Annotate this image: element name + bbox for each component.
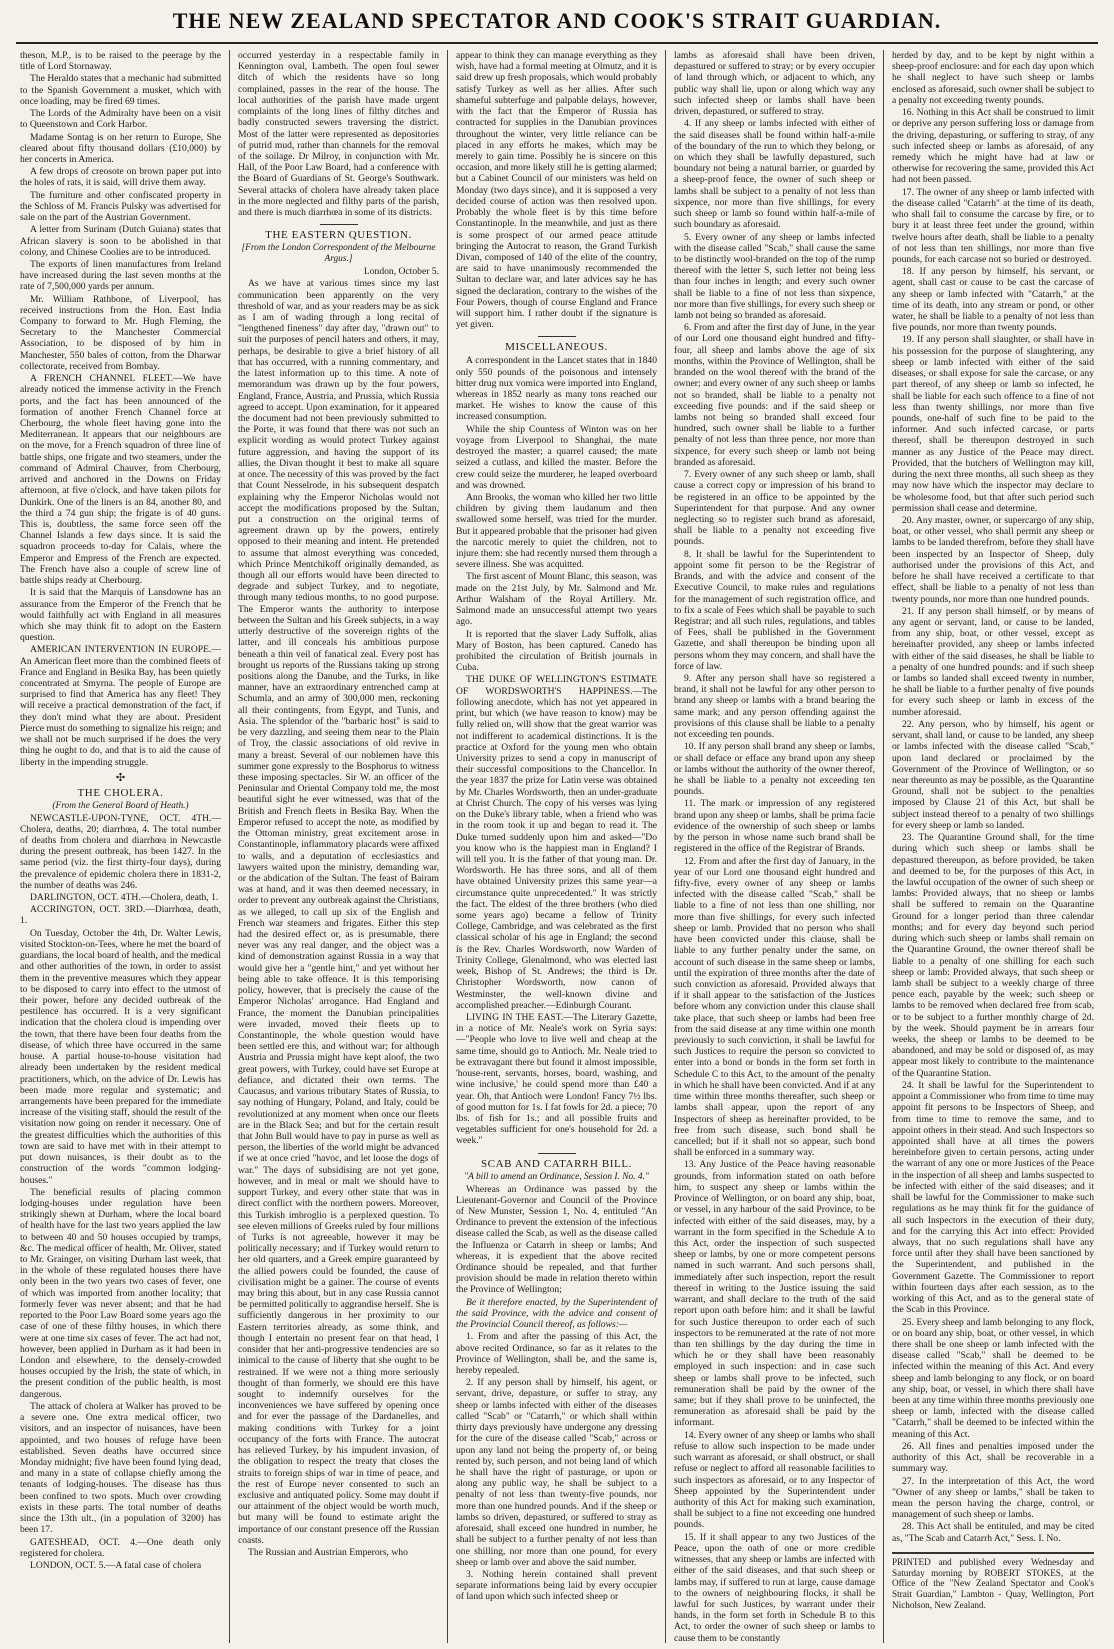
section-subtitle: [From the London Correspondent of the Melbourne Argus.]	[241, 243, 436, 265]
paragraph: 5. Every owner of any sheep or lambs infected with the disease called "Scab," shall cause the same to be distinctly wool-branded on the top of the rump thereof with the letter S, such letter not being less than four inches in length; and every such owner shall be liable to a fine of not less than sixpence, nor more than five shillings, for every such sheep or lamb not being so branded as aforesaid.	[674, 231, 875, 322]
column-1	[12, 50, 230, 1643]
paragraph: The beneficial results of placing common lodging-houses under regulation have been strikingly shewn at Durham, where the local board of health have for the last two years applied the law to between 40 and 50 houses occupied by tramps, &c. The medical officer of health, Mr. Oliver, stated to Mr. Grainger, on visiting Durham last week, that in the whole of these regulated houses there have only been in the two years two cases of fever, one of which was imported from another locality; that formerly fever was never absent; and that he had reported to the Poor Law Board some years ago the case of one of these filthy houses, in which there were at one time six cases of fever. The act had not, however, been applied in Durham as it had been in London and elsewhere, to the densely-crowded houses occupied by the Irish, the state of which, in the present condition of the public health, is most dangerous.	[20, 1186, 221, 1400]
paragraph: The exports of linen manufactures from Ireland have increased during the last seven months at the rate of 7,500,000 yards per annum.	[20, 258, 221, 293]
paragraph: LONDON, OCT. 5.—A fatal case of cholera	[30, 1559, 202, 1571]
ornament-divider: ✣	[115, 771, 126, 784]
paragraph: 21. If any person shall himself, or by means of any agent or servant, land, or cause to be landed, from any ship, boat, or other vessel, except as hereinafter provided, any sheep or lambs infected with either of the said diseases, he shall be liable to a penalty of one hundred pounds: and if such sheep or lambs so landed shall exceed twenty in number, he shall be liable to a further penalty of five pounds for every such sheep or lamb in excess of the number aforesaid.	[892, 605, 1094, 718]
column-5	[884, 50, 1102, 1643]
divider	[538, 336, 576, 337]
column-4	[666, 50, 884, 1643]
paragraph: Ann Brooks, the woman who killed her two little children by giving them laudanum and then swallowed some herself, was tried for the murder. But it appeared probable that the prisoner had given the narcotic merely to quiet the children, not to injure them: she had recently nursed them through a severe illness. She was acquitted.	[456, 491, 657, 571]
paragraph: A letter from Surinam (Dutch Guiana) states that African slavery is soon to be abolished in that colony, and Chinese Coolies are to be introduced.	[20, 224, 221, 258]
paragraph: herded by day, and to be kept by night within a sheep-proof enclosure: and for each day upon which he shall neglect to have such sheep or lambs enclosed as aforesaid, such owner shall be subject to a penalty not exceeding twenty pounds.	[892, 50, 1094, 106]
section-title-miscellaneous: MISCELLANEOUS.	[505, 341, 608, 354]
paragraph: DARLINGTON, OCT. 4TH.—Cholera, death, 1.	[30, 892, 219, 904]
paragraph: On Tuesday, October the 4th, Dr. Walter Lewis, visited Stockton-on-Tees, where he met the board of guardians, the local board of health, and the medical and other authorities of the town, in order to assist them in the preventive measures which they appear to be disposed to carry into effect to the utmost of their power, before any decided outbreak of the pestilence has occurred. It is a very significant indication that the cholera cloud is impending over the town, that there have been four deaths from the disease, of which three have occurred in the same house. A partial house-to-house visitation had already been undertaken by the resident medical practitioners, which, on the advice of Dr. Lewis has been made more regular and systematic; and arrangements have been prepared for the immediate increase of the visiting staff, should the result of the visitation now going on render it necessary. One of the greatest difficulties which the authorities of this town are said to have met with in their attempt to put down nuisances, is their doubt as to the construction of the words "common lodging-houses."	[20, 927, 221, 1186]
paragraph: Mr. William Rathbone, of Liverpool, has received instructions from the Hon. East India Company to forward to Mr. Hugh Fleming, the Secretary to the Manchester Commercial Association, to be disposed of by him in Manchester, 550 bales of cotton, from the Dharwar collectorate, received from Bombay.	[20, 293, 221, 372]
paragraph: 10. If any person shall brand any sheep or lambs, or shall deface or efface any brand upon any sheep or lambs without the authority of the owner thereof, he shall be liable to a penalty not exceeding ten pounds.	[674, 741, 875, 798]
paragraph: lambs as aforesaid shall have been driven, depastured or suffered to stray; or by every occupier of land through which, or adjacent to which, any public way shall lie, upon or along which way any such infected sheep or lambs shall have been driven, depastured, or suffered to stray.	[674, 50, 875, 118]
paragraph: 23. The Quarantine Ground shall, for the time during which such sheep or lambs shall be depastured thereupon, as before provided, be taken and deemed to be, for the purposes of this Act, in the lawful occupation of the owner of such sheep or lambs: Provided always, that no sheep or lambs shall be suffered to remain on the Quarantine Ground for a longer period than three calendar months; and for every day beyond such period during which such sheep or lambs shall remain on the Quarantine Ground, the owner thereof shall be liable to a penalty of one shilling for each such sheep or lamb: Provided always, that such sheep or lamb shall be subject to a weekly charge of three pence each, payable by the week; such sheep or lambs to be removed when declared free from scab, or to be subject to a further monthly charge of 2d. by the week. Should payment be in arrears four weeks, the sheep or lambs to be deemed to be abandoned, and may be sold or disposed of, as may appear most likely to contribute to the maintenance of the Quarantine Station.	[892, 832, 1094, 1079]
paragraph: NEWCASTLE-UPON-TYNE, OCT. 4TH.—Cholera, deaths, 20; diarrhœa, 4. The total number of deaths from cholera and diarrhœa in Newcastle during the present outbreak, has been 1427. In the same period (viz. the first thirty-four days), during the prevalence of epidemic cholera there in 1831-2, the number of deaths was 246.	[20, 812, 221, 891]
paragraph: 1. From and after the passing of this Act, the above recited Ordinance, so far as it relates to the Province of Wellington, shall be, and the same is, hereby repealed.	[456, 1331, 657, 1376]
paragraph: As we have at various times since my last communication been apparently on the very threshold of war, and as your readers may be as sick as I am of wading through a long recital of "lengthened fineness" day after day, "drawn out" to suit the purposes of pencil haters and others, it may, perhaps, be desirable to give a brief history of all that has occurred, with a running commentary, and the latest information up to this time. A note of memorandum was drawn up by the four powers, England, France, Austria, and Prussia, which Russia agreed to accept. Upon examination, for it appeared the document had not been previously submitted to the Porte, it was found that there was not such an explicit wording as would protect Turkey against future aggression, and having the support of its allies, the Divan thought it best to make all square at once. The necessity of this was proved by the fact that Count Nesselrode, in his subsequent despatch explaining why the Emperor Nicholas would not accept the modifications proposed by the Sultan, put a construction on the original terms of agreement drawn up by the powers, entirely opposed to their meaning and intent. He pretended to assume that almost everything was conceded, which Prince Mentchikoff originally demanded, as though all our efforts would have been directed to degrade and subject Turkey, and to negotiate, through many tedious months, to no good purpose. The Emperor wants the authority to interpose between the Sultan and his Greek subjects, in a way utterly destructive of the sovereign rights of the latter, and ill conceals his ambitious purpose beneath a thin veil of fanatical zeal. Every post has brought us reports of the Russians taking up strong positions along the Danube, and the Turks, in like manner, have an extraordinary entrenched camp at Schumla, and an army of 300,000 men, reckoning all their contingents, from Egypt, and Tunis, and Asia. The splendor of the "barbaric host" is said to be very dazzling, and seeing them near to the Plain of Troy, the classic associations of old revive in many a breast. Several of our noblemen have this summer gone expressly to the Bosphorus to witness these imposing spectacles. Sir W. an officer of the Peninsular and Oriental Company told me, the most beautiful sight he ever witnessed, was that of the British and French fleets in Besika Bay. When the Emperor refused to accept the note, as modified by the Ottoman ministry, great excitement arose in Constantinople, inflammatory placards were affixed to walls, and a deputation of ecclesiastics and lawyers waited upon the ministry, demanding war, or the abdication of the Sultan. The feast of Bairam was at hand, and it was then deemed necessary, in order to prevent any outbreak against the Christians, as we alleged, to call up six of the English and French war steamers and frigates. Either this step had the desired effect or, as is presumable, there never was any real danger, and the object was a kind of demonstration against Russia in a way that would give her a "gentle hint," and yet without her being able to take offence. It is this temporising policy, however, that is precisely the cause of the Emperor Nicholas' arrogance. Had England and France, the moment the Danubian principalities were invaded, moved their fleets up to Constantinople, the whole question would have been settled ere this, and without war; for although Austria and Prussia might have kept aloof, the two great powers, with Turkey, could have set Europe at defiance, and dictated their own terms. The Caucasus, and various tributary States of Russia, to say nothing of Hungary, Poland, and Italy, could be revolutionized at any moment when once our fleets are in the Black Sea; and but for the certain result that John Bull would have to pay in purse as well as person, the liberties of the world might be advanced if we at once cried "havoc, and let loose the dogs of war." The days of subsidising are not yet gone, however, and in meal or malt we should have to support Turkey, and every other state that was in direct conflict with the northern powers. Moreover, this Turkish imbroglio is a perplexed question. To see eleven millions of Greeks ruled by four millions of Turks is not agreeable, however it may be politically necessary; and if Turkey would return to her old quarters, and a Greek empire guaranteed by the allied powers could be founded, the cause of civilisation might be a gainer. The course of events may bring this about, but in any case Russia cannot be permitted politically to aggrandise herself. She is sufficiently dangerous in her proximity to our Eastern territories already, as some think, and though I entertain no present fear on that head, I consider that her anti-progressive tendencies are so inimical to the cause of liberty that she ought to be restrained. If we were not a thing more seriously thought of than formerly, we should ere this have sought to indemnify ourselves for the inconveniences we have suffered by opening once and for ever the passage of the Dardanelles, and making conditions with Turkey for a joint occupancy of the forts with France. The autocrat has relieved Turkey, by his impudent invasion, of the obligation to respect the treaty that closes the straits to foreign ships of war in time of peace, and the rest of Europe never consented to such an exclusive and antiquated policy. Some may doubt if our attainment of the object would be worth much, but many will be found to estimate aright the importance of our constant presence off the Russian coasts.	[238, 278, 439, 1546]
paragraph: Whereas an Ordinance was passed by the Lieutenant-Governor and Council of the Province of New Munster, Session 1, No. 4, entituled "An Ordinance to prevent the extension of the infectious disease called the Scab, as well as the disease called the Influenza or Catarrh in sheep or lambs; And whereas, it is expedient that the above recited Ordinance should be repealed, and that further provision should be made in relation thereto within the Province of Wellington;	[456, 1183, 657, 1296]
paragraph: THE DUKE OF WELLINGTON'S ESTIMATE OF WORDSWORTH'S HAPPINESS.—The following anecdote, which has not yet appeared in print, but which (we have reason to know) may be fully relied on, will show that the great warrior was not indifferent to academical distinctions. It is the practice at Oxford for the young men who obtain University prizes to send a copy in manuscript of their successful compositions to the Chancellor. In the year 1837 the prize for Latin verse was obtained by Mr. Charles Wordsworth, then an under-graduate at Christ Church. The copy of his verses was lying on the Duke's library table, when a friend who was in the room took it up and began to read it. The Duke turned suddenly upon him and asked—"Do you know who is the happiest man in England? I will tell you. It is the father of that young man. Dr. Wordsworth. He has three sons, and all of them have obtained University prizes this same year—a circumstance quite unprecedented." It was strictly the fact. The eldest of the three brothers (who died some years ago) became a fellow of Trinity College, Cambridge, and was celebrated as the first classical scholar of his age in England; the second is the Rev. Charles Wordsworth, now Warden of Trinity College, Glenalmond, who was elected last week, Bishop of St. Andrews; the third is Dr. Christopher Wordsworth, now canon of Westminster, the well-known divine and accomplished preacher.—Edinburgh Courant.	[456, 674, 657, 1011]
paragraph: 22. Any person, who by himself, his agent or servant, shall land, or cause to be landed, any sheep or lambs infected with the disease called "Scab," upon land declared or proclaimed by the Government of the Province of Wellington, or so near thereunto as may be possible, as the Quarantine Ground, shall not be subject to the penalties imposed by Clause 21 of this Act, but shall be subject instead thereof to a penalty of two shillings for every sheep or lamb so landed.	[892, 718, 1094, 831]
colophon: PRINTED and published every Wednesday and Saturday morning by ROBERT STOKES, at the Office of the "New Zealand Spectator and Cook's Strait Guardian," Lambton - Quay, Wellington, Port Nicholson, New Zealand.	[892, 1552, 1094, 1611]
paragraph: 14. Every owner of any sheep or lambs who shall refuse to allow such inspection to be made under such warrant as aforesaid, or shall obstruct, or shall refuse or neglect to afford all reasonable facilities to such inspectors as aforesaid, or to any Inspector of Sheep appointed by the Superintendent under authority of this Act for making such examination, shall be subject to a fine not exceeding one hundred pounds.	[674, 1429, 875, 1531]
section-title-cholera: THE CHOLERA.	[77, 786, 164, 799]
paragraph: 12. From and after the first day of January, in the year of our Lord one thousand eight hundred and fifty-five, every owner of any sheep or lambs infected with the disease called "Scab," shall be liable to a fine of not less than one shilling, nor more than five shillings, for every such infected sheep or lamb. Provided that no person who shall have been convicted under this clause, shall be liable to any further penalty under the same, on account of such disease in the same sheep or lambs, until the expiration of three months after the date of such conviction as aforesaid. Provided always that if it shall appear to the satisfaction of the Justices before whom any conviction under this clause shall take place, that such sheep or lambs had been free from the said disease at any time within one month previously to such conviction, it shall be lawful for such Justices to require the person so convicted to enter into a bond or bonds in the form set forth in Schedule C to this Act, to the amount of the penalty in which he shall have been convicted. And if at any time within three months thereafter, such sheep or lambs shall appear, upon the report of any Inspectors of sheep as hereinafter provided, to be free from such disease, such bond shall be cancelled; but if it shall not so appear, such bond shall be enforced in a summary way.	[674, 855, 875, 1159]
paragraph: 28. This Act shall be entituled, and may be cited as, "The Scab and Catarrh Act," Sess. I. No.	[892, 1521, 1094, 1544]
paragraph: 19. If any person shall slaughter, or shall have in his possession for the purpose of slaughtering, any sheep or lamb infected with either of the said diseases, or shall expose for sale the carcase, or any part thereof, of any sheep or lamb so infected, he shall be liable for each such offence to a fine of not less than twenty shillings, nor more than five pounds, one-half of such fine to be paid to the informer. And such infected carcase, or parts thereof, shall be thereupon destroyed in such manner as any Justice of the Peace may direct. Provided, that the butchers of Wellington may kill, during the next three months, all such sheep as they may now have which the inspector may declare to be wholesome food, but that after such period such permission shall cease and determine.	[892, 334, 1094, 514]
section-title-eastern-question: THE EASTERN QUESTION.	[265, 229, 412, 242]
paragraph: A correspondent in the Lancet states that in 1840 only 550 pounds of the poisonous and intensely bitter drug nux vomica were imported into England, whereas in 1852 nearly as many tons reached our market. He wishes to know the cause of this increased consumption.	[456, 355, 657, 423]
paragraph: 11. The mark or impression of any registered brand upon any sheep or lambs, shall be prima facie evidence of the ownership of such sheep or lambs by the person in whose name such brand shall be registered in the office of the Registrar of Brands.	[674, 798, 875, 855]
newspaper-title: THE NEW ZEALAND SPECTATOR AND COOK'S STRAIT GUARDIAN.	[172, 8, 942, 33]
divider	[538, 1153, 576, 1154]
paragraph: Madame Sontag is on her return to Europe, She cleared about fifty thousand dollars (£10,000) by her concerts in America.	[20, 131, 221, 165]
paragraph: 4. If any sheep or lambs infected with either of the said diseases shall be found within half-a-mile of the boundary of the run to which they belong, or on which they shall be lawfully depastured, such boundary not being a natural barrier, or guarded by a sheep-proof fence, the owner of such sheep or lambs shall be subject to a penalty of not less than sixpence, nor more than five shillings, for every such sheep or lamb so found within half-a-mile of such boundary as aforesaid.	[674, 118, 875, 231]
paragraph: 18. If any person by himself, his servant, or agent, shall cast or cause to be cast the carcase of any sheep or lamb infected with "Catarrh," at the time of its death, into any stream or pond, or other water, he shall be liable to a penalty of not less than five pounds, nor more than twenty pounds.	[892, 266, 1094, 334]
columns	[12, 50, 1102, 1643]
paragraph: 20. Any master, owner, or supercargo of any ship, boat, or other vessel, who shall permit any sheep or lambs to be landed therefrom, before they shall have been inspected by an Inspector of Sheep, duly authorised under the provisions of this Act, and before he shall have received a certificate to that effect, shall be liable to a penalty of not less than twenty pounds, nor more than one hundred pounds.	[892, 514, 1094, 605]
section-title-scab-catarrh: SCAB AND CATARRH BILL.	[480, 1157, 633, 1170]
divider	[320, 224, 358, 225]
paragraph: It is reported that the slaver Lady Suffolk, alias Mary of Boston, has been captured. Canedo has prohibited the circulation of British journals in Cuba.	[456, 628, 657, 674]
paragraph: It is said that the Marquis of Lansdowne has an assurance from the Emperor of the French that he would faithfully act with England in all measures which she may think fit to adopt on the Eastern question.	[20, 587, 221, 644]
paragraph: 24. It shall be lawful for the Superintendent to appoint a Commissioner who from time to time may appoint fit persons to be Inspectors of Sheep, and from time to time to remove the same, and to appoint others in their stead. And such Inspectors so appointed shall have at all times the powers hereinbefore given to certain persons, acting under the warrant of any one or more Justices of the Peace in the inspection of all sheep and lambs suspected to be infected with either of the said diseases; and it shall be lawful for the Commissioner to make such regulations as he may think fit for the guidance of all such Inspectors in the execution of their duty, and for the carrying this Act into effect: Provided always, that no such regulations shall have any force until after they shall have been sanctioned by the Superintendent, and published in the Government Gazette. The Commissioner to report within fourteen days after each session, as to the working of this Act, and as to the general state of the Scab in this Province.	[892, 1079, 1094, 1316]
paragraph: A FRENCH CHANNEL FLEET.—We have already noticed the immense activity in the French ports, and the fact has been announced of the formation of another French Channel force at Cherbourg, the whole fleet having gone into the Mediterranean. It appears that our neighbours are on the move, for a French squadron of three line of battle ships, one frigate and two steamers, under the command of Admiral Chauver, from Cherbourg, arrived and anchored in the Downs on Friday afternoon, at five o'clock, and have taken pilots for Dunkirk. One of the liners is an 84, another 80, and the third a 74 gun ship; the frigate is of 40 guns. This is, doubtless, the same force seen off the Channel Islands a few days since. It is said the squadron proceeds to-day for Calais, where the Emperor and Empress of the French are expected. The French have also a couple of screw line of battle ships ready at Cherbourg.	[20, 373, 221, 587]
paragraph: GATESHEAD, OCT. 4.—One death only registered for cholera.	[20, 1536, 221, 1559]
paragraph: 8. It shall be lawful for the Superintendent to appoint some fit person to be the Registrar of Brands, and with the advice and consent of the Executive Council, to make rules and regulations for the management of such registration office, and to fix a scale of Fees which shall be payable to such Registrar; and all such rules, regulations, and tables of Fees, shall be published in the Government Gazette, and shall thereupon be binding upon all persons whom they may concern, and shall have the force of law.	[674, 548, 875, 672]
paragraph: 15. If it shall appear to any two Justices of the Peace, upon the oath of one or more credible witnesses, that any sheep or lambs are infected with either of the said diseases, and that such sheep or lambs may, if suffered to run at large, cause damage to the owners of neighbouring flocks, it shall be lawful for such Justices, by warrant under their hands, in the form set forth in Schedule B to this Act, to order the owner of such sheep or lambs to cause them to be constantly	[674, 1531, 875, 1643]
paragraph: The Heraldo states that a mechanic had submitted to the Spanish Government a musket, which with once loading, may be fired 69 times.	[20, 73, 222, 107]
paragraph: 26. All fines and penalties imposed under the authority of this Act, shall be recoverable in a summary way.	[892, 1440, 1094, 1475]
paragraph: 13. Any Justice of the Peace having reasonable grounds, from information stated on oath before him, to suspect any sheep or lambs within the Province of Wellington, or on board any ship, boat, or vessel, in any harbour of the said Province, to be infected with either of the said diseases, may, by a warrant in the form specified in the Schedule A to this Act, order the inspection of such suspected sheep or lambs, by one or more competent persons named in such warrant. And such persons shall, immediately after such inspection, report the result thereof in writing to the Justice issuing the said warrant, and shall declare to the truth of the said report upon oath before him: and it shall be lawful for such Justice thereupon to order each of such inspectors to be remunerated at the rate of not more than ten shillings by the day during the time in which he or they shall have been reasonably employed in such inspection: and in case such sheep or lambs shall prove to be infected, such remuneration shall be paid by the owner of the same; but if they shall prove to be uninfected, the remuneration as aforesaid shall be paid by the informant.	[674, 1159, 875, 1429]
paragraph: 7. Every owner of any such sheep or lamb, shall cause a correct copy or impression of his brand to be registered in an office to be appointed by the Superintendent for that purpose. And any owner neglecting so to register such brand as aforesaid, shall be liable to a penalty not exceeding five pounds.	[674, 469, 875, 548]
paragraph: appear to think they can manage everything as they wish, have had a formal meeting at Olmutz, and it is said drew up fresh proposals, which would probably satisfy Turkey as well as her allies. After such shameful subterfuge and palpable delays, however, with the fact that the Emperor of Russia has contracted for supplies in the Danubian provinces throughout the winter, very little reliance can be placed in any efforts he makes, which may be merely to gain time. Possibly he is sincere on this occasion, and more likely still he is getting alarmed; but a Cabinet Council of our ministers was held on Monday (two days since), and it is supposed a very decided course of action was then resolved upon. Probably the whole fleet is by this time before Constantinople. In the meanwhile, and just as there is some prospect of our armed peace attitude bringing the Autocrat to reason, the Grand Turkish Divan, composed of 140 of the elite of the country, are said to have unanimously recommended the Sultan to declare war, and later advices say he has signed the declaration, contrary to the wishes of the Four Powers, though of course England and France will support him. I rather doubt if the signature is yet given.	[456, 50, 657, 331]
paragraph: The attack of cholera at Walker has proved to be a severe one. One extra medical officer, two visitors, and an inspector of nuisances, have been appointed, and two houses of refuge have been established. Seven deaths have occurred since Monday midnight; five have been found lying dead, and many in a state of collapse chiefly among the tenants of lodging-houses. The disease has thus been confined to two spots. Much over crowding exists in these parts. The total number of deaths since the 13th ult., (in a population of 3200) has been 17.	[20, 1400, 221, 1536]
paragraph: The Russian and Austrian Emperors, who	[248, 1547, 408, 1559]
paragraph: occurred yesterday in a respectable family in Kennington oval, Lambeth. The open foul sewer ditch of which the residents have so long complained, passes in the rear of the house. The local authorities of the parish have made urgent complaints of the long lines of filthy ditches and badly constructed sewers traversing the district. Most of the latter were represented as depositories of putrid mud, rather than channels for the removal of the soilage. Dr Milroy, in conjunction with Mr. Hall, of the Poor Law Board, had a conference with the Board of Guardians of St. George's Southwark. Several attacks of cholera have already taken place in the more neglected and filthy parts of the parish, and there is much diarrhœa in some of its districts.	[238, 50, 439, 219]
column-3	[448, 50, 666, 1643]
paragraph: Be it therefore enacted, by the Superintendent of the said Province, with the advice and consent of the Provincial Council thereof, as follows:—	[456, 1296, 657, 1331]
paragraph: 17. The owner of any sheep or lamb infected with the disease called "Catarrh" at the time of its death, who shall fail to consume the carcase by fire, or to bury it at least three feet under the ground, within twelve hours after death, shall be liable to a penalty of not less than ten shillings, nor more than five pounds, for each carcase not so buried or destroyed.	[892, 186, 1094, 265]
paragraph: The Lords of the Admiralty have been on a visit to Queenstown and Cork Harbor.	[20, 108, 221, 131]
paragraph: The first ascent of Mount Blanc, this season, was made on the 21st July, by Mr. Salmond and Mr. Arthur Walsham of the Royal Artillery. Mr. Salmond made an unsuccessful attempt two years ago.	[456, 571, 657, 628]
paragraph: 16. Nothing in this Act shall be construed to limit or deprive any person suffering loss or damage from the driving, depasturing, or suffering to stray, of any such infected sheep or lambs as aforesaid, of any remedy which he might have had at law or otherwise for recovering the same, provided this Act had not been passed.	[892, 107, 1094, 186]
paragraph: The furniture and other confiscated property in the Schloss of M. Francis Pulsky was advertised for sale on the part of the Austrian Government.	[20, 189, 221, 224]
paragraph: 9. After any person shall have so registered a brand, it shall not be lawful for any other person to brand any sheep or lambs with a brand bearing the same mark; and any person offending against the provisions of this clause shall be liable to a penalty not exceeding ten pounds.	[674, 673, 875, 741]
paragraph: AMERICAN INTERVENTION IN EUROPE.—An American fleet more than the combined fleets of France and England in Besika Bay, has been quietly concentrated at Smyrna. The people of Europe are surprised to find that America has any fleet! They will receive a practical demonstration of the fact, if they don't mind what they are about. President Pierce must do something to signalize his reign; and we shall not be much surprised if he does the very thing he ought to do, and that is to aid the cause of liberty in the impending struggle.	[20, 644, 221, 768]
paragraph: LIVING IN THE EAST.—The Literary Gazette, in a notice of Mr. Neale's work on Syria says:—"People who love to live well and cheap at the same time, should go to Antioch. Mr. Neale tried to be extravagant there but found it almost impossible, 'house-rent, servants, horses, board, washing, and wine inclusive,' he could spend more than £40 a year. Oh, that Antioch were London! Fancy 7½ lbs. of good mutton for 1s. I fat fowls for 2d. a piece; 70 lbs. of fish for 1s.; and all possible fruits and vegetables sufficient for one's household for 2d. a week."	[456, 1012, 657, 1147]
section-subtitle: (From the General Board of Heath.)	[52, 800, 189, 811]
paragraph: 27. In the interpretation of this Act, the word "Owner of any sheep or lambs," shall be taken to mean the person having the charge, control, or management of such sheep or lambs.	[892, 1475, 1094, 1521]
paragraph: While the ship Countess of Winton was on her voyage from Liverpool to Shanghai, the mate destroyed the master; a quarrel caused; the mate seized a cutlass, and killed the master. Before the crew could seize the murderer, he leaped overboard and was drowned.	[456, 423, 657, 491]
paragraph: ACCRINGTON, OCT. 3RD.—Diarrhœa, death, 1.	[20, 904, 221, 927]
column-2	[230, 50, 448, 1643]
paragraph: 25. Every sheep and lamb belonging to any flock, or on board any ship, boat, or other vessel, in which there shall be one sheep or lamb infected with the disease called "Scab," shall be deemed to be infected within the meaning of this Act. And every sheep and lamb belonging to any flock, or on board any ship, boat, or vessel, in which there shall have been at any time within three months previously one sheep or lamb, infected with the disease called "Catarrh," shall be deemed to be infected within the meaning of this Act.	[892, 1316, 1094, 1440]
dateline: London, October 5.	[363, 266, 439, 278]
paragraph: theson, M.P., is to be raised to the peerage by the title of Lord Stornaway.	[20, 50, 221, 73]
paragraph: A few drops of creosote on brown paper put into the holes of rats, it is said, will drive them away.	[20, 166, 221, 189]
section-subtitle: "A bill to amend an Ordinance, Session I. No. 4."	[464, 1171, 649, 1182]
paragraph: 3. Nothing herein contained shall prevent separate informations being laid by every occupier of land upon which such infected sheep or	[456, 1568, 657, 1603]
paragraph: 6. From and after the first day of June, in the year of our Lord one thousand eight hundred and fifty-four, all sheep and lambs above the age of six months, within the Province of Wellington, shall be branded on the wool thereof with the brand of the owner; and every owner of any such sheep or lambs not so branded, shall be liable to a penalty not exceeding five pounds: and if the said sheep or lambs not being so branded shall exceed four hundred, such owner shall be liable to a further penalty of not less than three pence, nor more than sixpence, for every such sheep or lamb not being branded as aforesaid.	[674, 322, 875, 468]
paragraph: 2. If any person shall by himself, his agent, or servant, drive, depasture, or suffer to stray, any sheep or lambs infected with either of the diseases called "Scab" or "Catarrh," or which shall within thirty days previously have undergone any dressing for the cure of the disease called "Scab," across or upon any land not being the property of, or being rented by, such person, and not being land of which he shall have the right of pasturage, or upon or along any public way, he shall be subject to a penalty of not less than twenty-five pounds, nor more than one hundred pounds. And if the sheep or lambs so driven, depastured, or suffered to stray as aforesaid, shall exceed one hundred in number, he shall be subject to a further penalty of not less than one shilling, nor more than one pound, for every sheep or lamb over and above the said number.	[456, 1377, 657, 1568]
masthead	[16, 0, 1098, 44]
